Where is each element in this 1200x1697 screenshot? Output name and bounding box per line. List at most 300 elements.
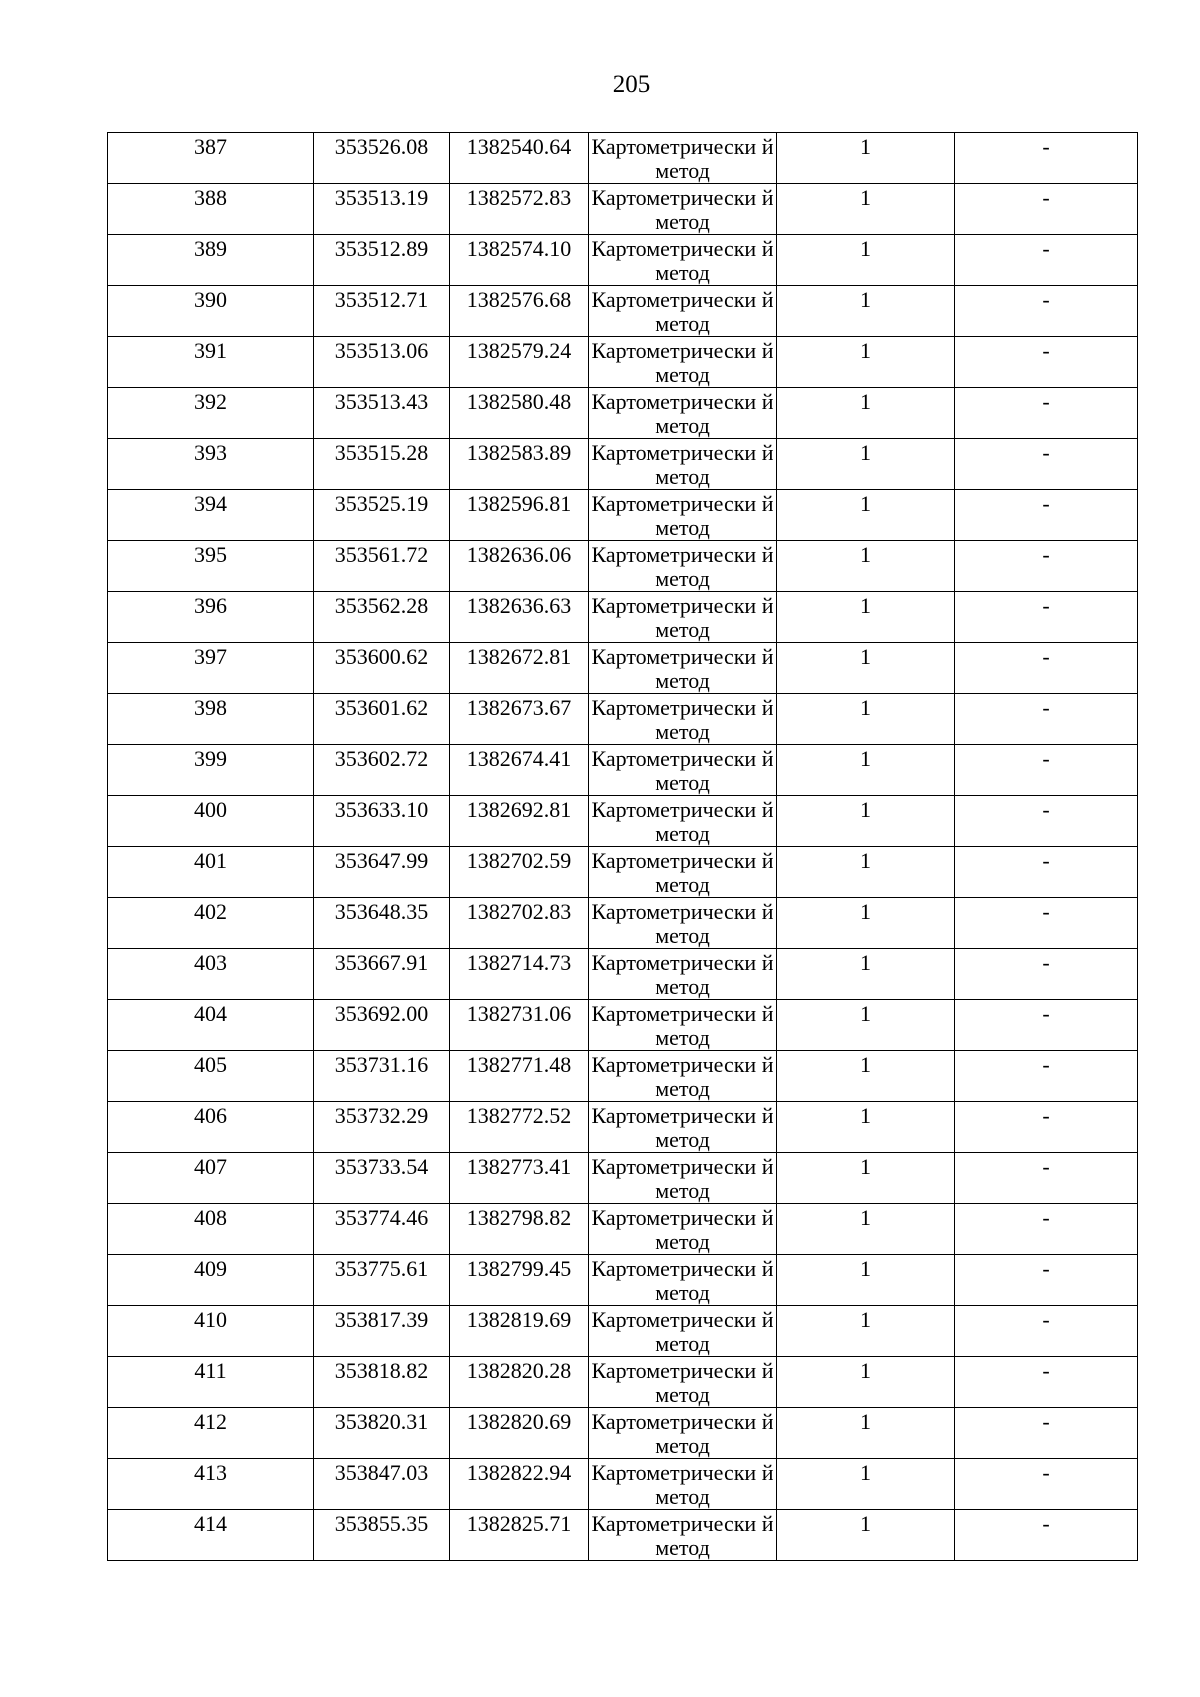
method-cell <box>589 1408 777 1459</box>
table-row <box>108 949 1138 1000</box>
table-row <box>108 1102 1138 1153</box>
note-cell-text: - <box>1042 1460 1050 1485</box>
method-cell-text: Картометрически й метод <box>591 1358 774 1407</box>
method-cell <box>589 184 777 235</box>
method-cell-text: Картометрически й метод <box>591 236 774 285</box>
point-number-cell <box>108 1408 314 1459</box>
point-number-cell <box>108 694 314 745</box>
y-coordinate-cell <box>450 796 589 847</box>
accuracy-cell <box>777 847 955 898</box>
accuracy-cell-text: 1 <box>860 287 871 312</box>
method-cell-text: Картометрически й метод <box>591 848 774 897</box>
x-coordinate-cell-text: 353513.43 <box>334 389 429 414</box>
point-number-cell-text: 394 <box>194 491 227 516</box>
x-coordinate-cell <box>314 1357 450 1408</box>
method-cell <box>589 286 777 337</box>
method-cell-text: Картометрически й метод <box>591 1103 774 1152</box>
accuracy-cell <box>777 1000 955 1051</box>
x-coordinate-cell <box>314 1051 450 1102</box>
table-row <box>108 592 1138 643</box>
table-row <box>108 388 1138 439</box>
note-cell <box>955 1357 1138 1408</box>
page-number: 205 <box>612 71 651 98</box>
accuracy-cell <box>777 1102 955 1153</box>
y-coordinate-cell <box>450 847 589 898</box>
note-cell <box>955 643 1138 694</box>
method-cell <box>589 898 777 949</box>
method-cell <box>589 949 777 1000</box>
note-cell-text: - <box>1042 440 1050 465</box>
y-coordinate-cell-text: 1382822.94 <box>466 1460 572 1485</box>
point-number-cell-text: 412 <box>194 1409 227 1434</box>
x-coordinate-cell <box>314 1000 450 1051</box>
point-number-cell-text: 391 <box>194 338 227 363</box>
method-cell <box>589 796 777 847</box>
y-coordinate-cell-text: 1382583.89 <box>466 440 572 465</box>
note-cell <box>955 949 1138 1000</box>
accuracy-cell <box>777 1459 955 1510</box>
note-cell <box>955 1051 1138 1102</box>
method-cell-text: Картометрически й метод <box>591 1409 774 1458</box>
x-coordinate-cell-text: 353513.06 <box>334 338 429 363</box>
method-cell <box>589 235 777 286</box>
accuracy-cell-text: 1 <box>860 746 871 771</box>
point-number-cell <box>108 1510 314 1561</box>
x-coordinate-cell-text: 353667.91 <box>334 950 429 975</box>
note-cell-text: - <box>1042 797 1050 822</box>
accuracy-cell-text: 1 <box>860 1001 871 1026</box>
accuracy-cell <box>777 898 955 949</box>
x-coordinate-cell-text: 353733.54 <box>334 1154 429 1179</box>
point-number-cell <box>108 898 314 949</box>
accuracy-cell <box>777 1306 955 1357</box>
y-coordinate-cell-text: 1382799.45 <box>466 1256 572 1281</box>
y-coordinate-cell-text: 1382714.73 <box>466 950 572 975</box>
point-number-cell <box>108 1051 314 1102</box>
method-cell <box>589 490 777 541</box>
note-cell <box>955 286 1138 337</box>
method-cell <box>589 1357 777 1408</box>
x-coordinate-cell <box>314 1204 450 1255</box>
point-number-cell <box>108 184 314 235</box>
y-coordinate-cell <box>450 1000 589 1051</box>
point-number-cell-text: 392 <box>194 389 227 414</box>
accuracy-cell <box>777 439 955 490</box>
y-coordinate-cell-text: 1382772.52 <box>466 1103 572 1128</box>
note-cell-text: - <box>1042 389 1050 414</box>
table-row <box>108 184 1138 235</box>
point-number-cell <box>108 541 314 592</box>
method-cell-text: Картометрически й метод <box>591 1205 774 1254</box>
y-coordinate-cell-text: 1382798.82 <box>466 1205 572 1230</box>
accuracy-cell <box>777 184 955 235</box>
point-number-cell-text: 398 <box>194 695 227 720</box>
y-coordinate-cell-text: 1382731.06 <box>466 1001 572 1026</box>
point-number-cell <box>108 1357 314 1408</box>
accuracy-cell <box>777 745 955 796</box>
x-coordinate-cell <box>314 1408 450 1459</box>
point-number-cell <box>108 286 314 337</box>
table-row <box>108 541 1138 592</box>
point-number-cell-text: 399 <box>194 746 227 771</box>
table-row <box>108 1000 1138 1051</box>
y-coordinate-cell-text: 1382773.41 <box>466 1154 572 1179</box>
note-cell <box>955 694 1138 745</box>
method-cell-text: Картометрически й метод <box>591 134 774 183</box>
x-coordinate-cell-text: 353775.61 <box>334 1256 429 1281</box>
note-cell <box>955 235 1138 286</box>
accuracy-cell-text: 1 <box>860 134 871 159</box>
method-cell-text: Картометрически й метод <box>591 1511 774 1560</box>
method-cell-text: Картометрически й метод <box>591 1460 774 1509</box>
point-number-cell-text: 402 <box>194 899 227 924</box>
y-coordinate-cell-text: 1382825.71 <box>466 1511 572 1536</box>
accuracy-cell-text: 1 <box>860 797 871 822</box>
y-coordinate-cell-text: 1382820.28 <box>466 1358 572 1383</box>
accuracy-cell <box>777 490 955 541</box>
coordinates-table-body <box>108 133 1138 1561</box>
note-cell-text: - <box>1042 338 1050 363</box>
accuracy-cell-text: 1 <box>860 389 871 414</box>
table-row <box>108 490 1138 541</box>
x-coordinate-cell <box>314 643 450 694</box>
method-cell-text: Картометрически й метод <box>591 746 774 795</box>
y-coordinate-cell <box>450 1357 589 1408</box>
method-cell-text: Картометрически й метод <box>591 491 774 540</box>
point-number-cell-text: 401 <box>194 848 227 873</box>
y-coordinate-cell <box>450 949 589 1000</box>
x-coordinate-cell-text: 353818.82 <box>334 1358 429 1383</box>
accuracy-cell-text: 1 <box>860 440 871 465</box>
method-cell <box>589 439 777 490</box>
method-cell <box>589 1051 777 1102</box>
y-coordinate-cell-text: 1382692.81 <box>466 797 572 822</box>
point-number-cell <box>108 1459 314 1510</box>
method-cell <box>589 337 777 388</box>
table-row <box>108 133 1138 184</box>
accuracy-cell-text: 1 <box>860 1103 871 1128</box>
x-coordinate-cell <box>314 133 450 184</box>
y-coordinate-cell <box>450 694 589 745</box>
note-cell-text: - <box>1042 287 1050 312</box>
point-number-cell <box>108 847 314 898</box>
y-coordinate-cell <box>450 490 589 541</box>
accuracy-cell-text: 1 <box>860 1256 871 1281</box>
table-row <box>108 1408 1138 1459</box>
point-number-cell-text: 387 <box>194 134 227 159</box>
note-cell <box>955 1000 1138 1051</box>
x-coordinate-cell <box>314 949 450 1000</box>
method-cell-text: Картометрически й метод <box>591 1154 774 1203</box>
method-cell <box>589 745 777 796</box>
x-coordinate-cell-text: 353562.28 <box>334 593 429 618</box>
note-cell <box>955 1153 1138 1204</box>
y-coordinate-cell <box>450 643 589 694</box>
point-number-cell <box>108 235 314 286</box>
method-cell <box>589 1510 777 1561</box>
point-number-cell <box>108 1102 314 1153</box>
x-coordinate-cell <box>314 490 450 541</box>
y-coordinate-cell-text: 1382540.64 <box>466 134 572 159</box>
x-coordinate-cell-text: 353525.19 <box>334 491 429 516</box>
method-cell <box>589 388 777 439</box>
y-coordinate-cell-text: 1382576.68 <box>466 287 572 312</box>
note-cell <box>955 592 1138 643</box>
point-number-cell-text: 393 <box>194 440 227 465</box>
method-cell <box>589 1306 777 1357</box>
y-coordinate-cell <box>450 439 589 490</box>
y-coordinate-cell-text: 1382820.69 <box>466 1409 572 1434</box>
y-coordinate-cell-text: 1382674.41 <box>466 746 572 771</box>
accuracy-cell-text: 1 <box>860 644 871 669</box>
method-cell <box>589 694 777 745</box>
y-coordinate-cell <box>450 1510 589 1561</box>
method-cell-text: Картометрически й метод <box>591 1256 774 1305</box>
note-cell-text: - <box>1042 1205 1050 1230</box>
point-number-cell <box>108 1153 314 1204</box>
accuracy-cell <box>777 337 955 388</box>
point-number-cell-text: 409 <box>194 1256 227 1281</box>
point-number-cell-text: 388 <box>194 185 227 210</box>
note-cell <box>955 1408 1138 1459</box>
x-coordinate-cell-text: 353633.10 <box>334 797 429 822</box>
note-cell-text: - <box>1042 1001 1050 1026</box>
point-number-cell <box>108 337 314 388</box>
point-number-cell <box>108 643 314 694</box>
x-coordinate-cell <box>314 235 450 286</box>
method-cell-text: Картометрически й метод <box>591 185 774 234</box>
accuracy-cell <box>777 235 955 286</box>
y-coordinate-cell-text: 1382636.63 <box>466 593 572 618</box>
point-number-cell-text: 405 <box>194 1052 227 1077</box>
y-coordinate-cell-text: 1382572.83 <box>466 185 572 210</box>
note-cell-text: - <box>1042 950 1050 975</box>
point-number-cell-text: 413 <box>194 1460 227 1485</box>
y-coordinate-cell <box>450 1408 589 1459</box>
method-cell <box>589 847 777 898</box>
y-coordinate-cell <box>450 1051 589 1102</box>
x-coordinate-cell-text: 353817.39 <box>334 1307 429 1332</box>
x-coordinate-cell-text: 353526.08 <box>334 134 429 159</box>
note-cell <box>955 337 1138 388</box>
accuracy-cell-text: 1 <box>860 1052 871 1077</box>
y-coordinate-cell <box>450 1102 589 1153</box>
point-number-cell-text: 395 <box>194 542 227 567</box>
y-coordinate-cell <box>450 1255 589 1306</box>
coordinates-table <box>107 132 1138 1561</box>
note-cell-text: - <box>1042 1511 1050 1536</box>
note-cell-text: - <box>1042 542 1050 567</box>
note-cell <box>955 490 1138 541</box>
accuracy-cell-text: 1 <box>860 950 871 975</box>
point-number-cell-text: 400 <box>194 797 227 822</box>
note-cell <box>955 745 1138 796</box>
table-row <box>108 1051 1138 1102</box>
y-coordinate-cell-text: 1382771.48 <box>466 1052 572 1077</box>
table-row <box>108 1255 1138 1306</box>
point-number-cell-text: 404 <box>194 1001 227 1026</box>
point-number-cell-text: 407 <box>194 1154 227 1179</box>
note-cell-text: - <box>1042 1103 1050 1128</box>
note-cell <box>955 1510 1138 1561</box>
accuracy-cell-text: 1 <box>860 899 871 924</box>
x-coordinate-cell <box>314 847 450 898</box>
x-coordinate-cell-text: 353512.89 <box>334 236 429 261</box>
x-coordinate-cell-text: 353600.62 <box>334 644 429 669</box>
x-coordinate-cell-text: 353513.19 <box>334 185 429 210</box>
accuracy-cell-text: 1 <box>860 1307 871 1332</box>
note-cell <box>955 898 1138 949</box>
method-cell <box>589 541 777 592</box>
table-row <box>108 235 1138 286</box>
x-coordinate-cell <box>314 694 450 745</box>
x-coordinate-cell-text: 353820.31 <box>334 1409 429 1434</box>
point-number-cell-text: 406 <box>194 1103 227 1128</box>
x-coordinate-cell-text: 353647.99 <box>334 848 429 873</box>
point-number-cell-text: 414 <box>194 1511 227 1536</box>
method-cell <box>589 1000 777 1051</box>
x-coordinate-cell <box>314 286 450 337</box>
method-cell-text: Картометрически й метод <box>591 899 774 948</box>
note-cell <box>955 796 1138 847</box>
y-coordinate-cell <box>450 592 589 643</box>
accuracy-cell <box>777 133 955 184</box>
table-row <box>108 286 1138 337</box>
note-cell <box>955 1102 1138 1153</box>
point-number-cell <box>108 490 314 541</box>
x-coordinate-cell <box>314 337 450 388</box>
x-coordinate-cell <box>314 1459 450 1510</box>
point-number-cell-text: 403 <box>194 950 227 975</box>
accuracy-cell <box>777 1153 955 1204</box>
note-cell-text: - <box>1042 1154 1050 1179</box>
method-cell-text: Картометрически й метод <box>591 593 774 642</box>
note-cell-text: - <box>1042 185 1050 210</box>
table-row <box>108 1459 1138 1510</box>
accuracy-cell-text: 1 <box>860 848 871 873</box>
method-cell-text: Картометрически й метод <box>591 644 774 693</box>
note-cell <box>955 439 1138 490</box>
method-cell <box>589 1204 777 1255</box>
table-row <box>108 1306 1138 1357</box>
accuracy-cell <box>777 541 955 592</box>
table-row <box>108 745 1138 796</box>
method-cell-text: Картометрически й метод <box>591 542 774 591</box>
method-cell <box>589 1459 777 1510</box>
accuracy-cell-text: 1 <box>860 1205 871 1230</box>
table-row <box>108 439 1138 490</box>
accuracy-cell <box>777 388 955 439</box>
y-coordinate-cell-text: 1382673.67 <box>466 695 572 720</box>
x-coordinate-cell-text: 353512.71 <box>334 287 429 312</box>
x-coordinate-cell-text: 353692.00 <box>334 1001 429 1026</box>
table-row <box>108 1510 1138 1561</box>
x-coordinate-cell-text: 353731.16 <box>334 1052 429 1077</box>
y-coordinate-cell <box>450 1306 589 1357</box>
y-coordinate-cell-text: 1382702.59 <box>466 848 572 873</box>
method-cell-text: Картометрически й метод <box>591 1001 774 1050</box>
accuracy-cell-text: 1 <box>860 1358 871 1383</box>
y-coordinate-cell <box>450 541 589 592</box>
point-number-cell <box>108 1306 314 1357</box>
x-coordinate-cell-text: 353561.72 <box>334 542 429 567</box>
note-cell <box>955 847 1138 898</box>
note-cell-text: - <box>1042 491 1050 516</box>
y-coordinate-cell <box>450 235 589 286</box>
accuracy-cell <box>777 796 955 847</box>
accuracy-cell <box>777 1051 955 1102</box>
note-cell-text: - <box>1042 593 1050 618</box>
note-cell-text: - <box>1042 746 1050 771</box>
y-coordinate-cell <box>450 1153 589 1204</box>
method-cell-text: Картометрически й метод <box>591 287 774 336</box>
accuracy-cell-text: 1 <box>860 1154 871 1179</box>
point-number-cell <box>108 439 314 490</box>
x-coordinate-cell <box>314 388 450 439</box>
point-number-cell <box>108 1000 314 1051</box>
method-cell <box>589 1153 777 1204</box>
x-coordinate-cell <box>314 796 450 847</box>
table-row <box>108 1153 1138 1204</box>
note-cell-text: - <box>1042 1358 1050 1383</box>
x-coordinate-cell <box>314 1255 450 1306</box>
note-cell <box>955 1204 1138 1255</box>
accuracy-cell <box>777 1255 955 1306</box>
accuracy-cell-text: 1 <box>860 236 871 261</box>
x-coordinate-cell-text: 353855.35 <box>334 1511 429 1536</box>
method-cell <box>589 643 777 694</box>
y-coordinate-cell <box>450 745 589 796</box>
table-row <box>108 337 1138 388</box>
accuracy-cell <box>777 1357 955 1408</box>
method-cell-text: Картометрически й метод <box>591 1052 774 1101</box>
x-coordinate-cell <box>314 745 450 796</box>
x-coordinate-cell <box>314 541 450 592</box>
method-cell-text: Картометрически й метод <box>591 338 774 387</box>
y-coordinate-cell <box>450 184 589 235</box>
table-row <box>108 694 1138 745</box>
accuracy-cell <box>777 694 955 745</box>
point-number-cell <box>108 1255 314 1306</box>
x-coordinate-cell-text: 353601.62 <box>334 695 429 720</box>
table-row <box>108 847 1138 898</box>
x-coordinate-cell-text: 353732.29 <box>334 1103 429 1128</box>
accuracy-cell <box>777 949 955 1000</box>
y-coordinate-cell <box>450 1204 589 1255</box>
accuracy-cell-text: 1 <box>860 338 871 363</box>
y-coordinate-cell-text: 1382636.06 <box>466 542 572 567</box>
accuracy-cell-text: 1 <box>860 491 871 516</box>
point-number-cell-text: 397 <box>194 644 227 669</box>
method-cell <box>589 1102 777 1153</box>
table-row <box>108 1204 1138 1255</box>
note-cell-text: - <box>1042 848 1050 873</box>
x-coordinate-cell-text: 353515.28 <box>334 440 429 465</box>
y-coordinate-cell <box>450 286 589 337</box>
y-coordinate-cell-text: 1382702.83 <box>466 899 572 924</box>
x-coordinate-cell <box>314 898 450 949</box>
point-number-cell <box>108 949 314 1000</box>
note-cell <box>955 133 1138 184</box>
accuracy-cell <box>777 592 955 643</box>
y-coordinate-cell-text: 1382596.81 <box>466 491 572 516</box>
method-cell <box>589 1255 777 1306</box>
point-number-cell-text: 408 <box>194 1205 227 1230</box>
method-cell <box>589 133 777 184</box>
x-coordinate-cell-text: 353847.03 <box>334 1460 429 1485</box>
note-cell-text: - <box>1042 1409 1050 1434</box>
table-row <box>108 796 1138 847</box>
